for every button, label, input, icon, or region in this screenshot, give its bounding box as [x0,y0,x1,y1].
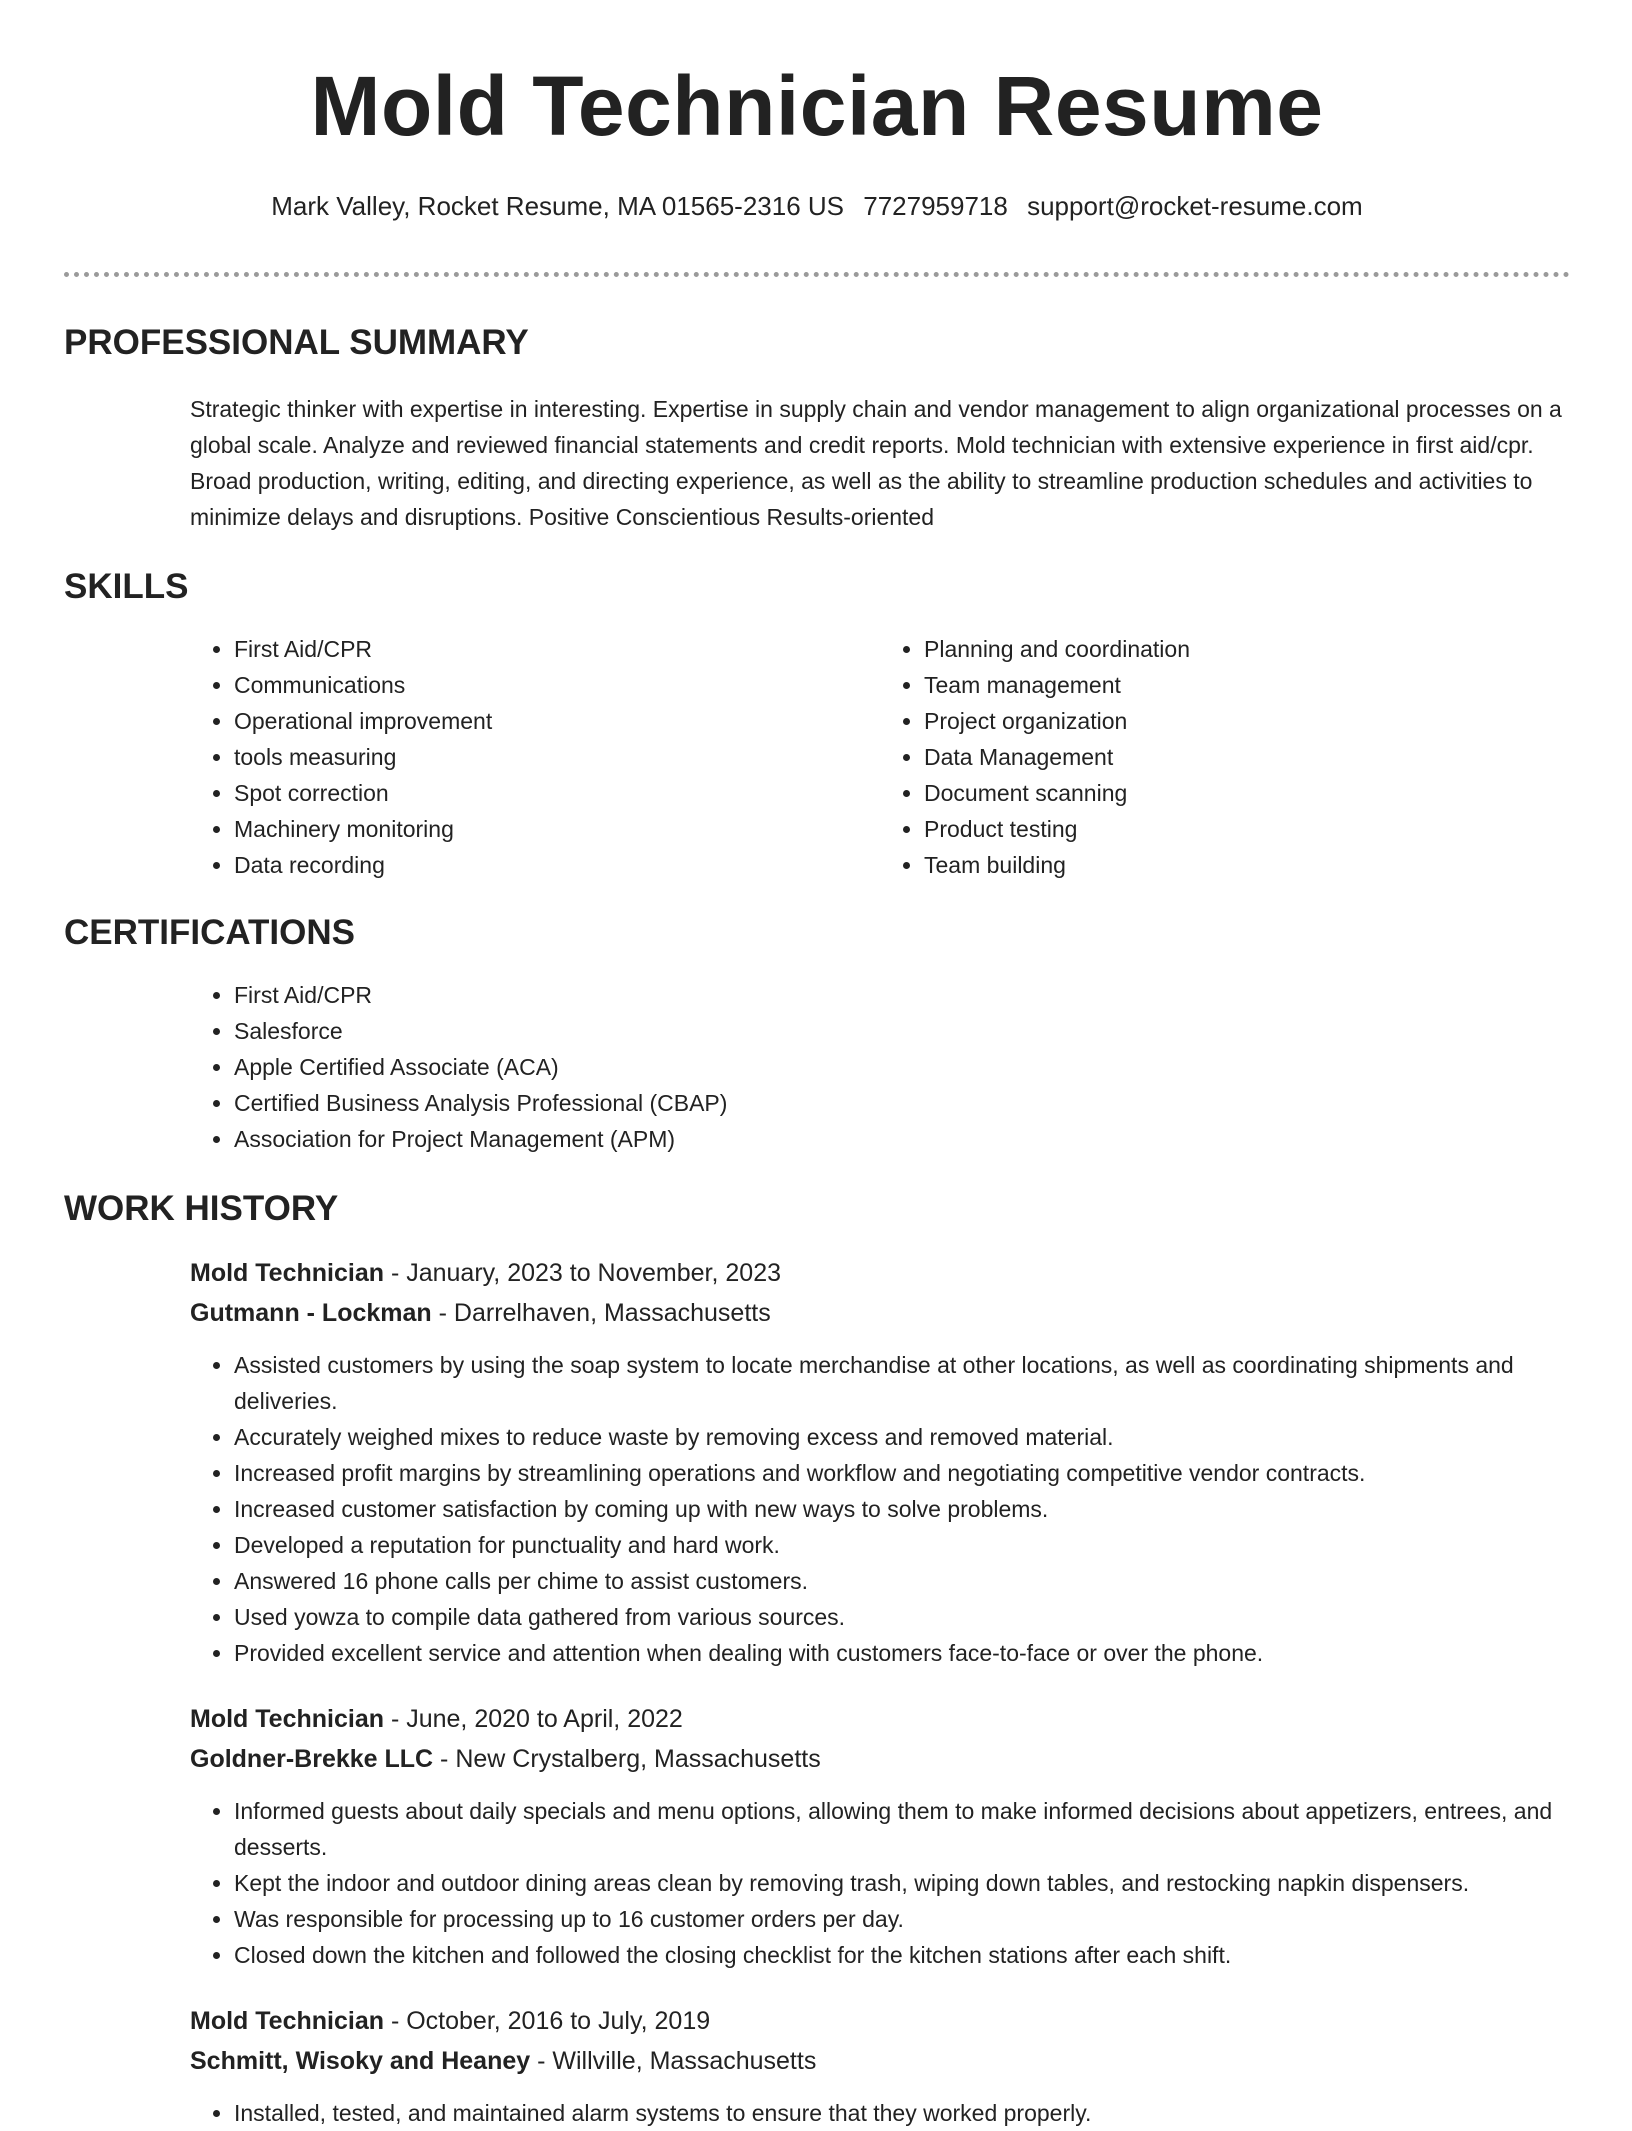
duty-item: • Assisted customers by using the soap system to locate merchandise at other locations, as well as coordinating shipments and deliveries. [234,1347,1570,1419]
contact-address: Mark Valley, Rocket Resume, MA 01565-2316 US [271,191,845,221]
certifications-heading: CERTIFICATIONS [64,913,356,952]
skill-item: • tools measuring [234,739,880,775]
contact-email: support@rocket-resume.com [1027,191,1363,221]
duty-item: • Developed a reputation for punctuality and hard work. [234,1527,1570,1563]
job-location: - Darrelhaven, Massachusetts [431,1299,771,1327]
duty-item: • Accurately weighed mixes to reduce waste by removing excess and removed material. [234,1419,1570,1455]
skill-item: • Planning and coordination [924,631,1570,667]
skill-item: • Spot correction [234,775,880,811]
duty-item: • Was responsible for processing up to 16 customer orders per day. [234,1901,1570,1937]
work-history-heading: WORK HISTORY [64,1189,339,1228]
skill-item: • Operational improvement [234,703,880,739]
job-role: Mold Technician [190,1705,384,1733]
skills-column-right [880,631,1570,883]
certification-item: • Certified Business Analysis Professional (CBAP) [234,1085,1570,1121]
resume-page [64,0,1570,2131]
skill-item: • Product testing [924,811,1570,847]
duty-item: • Answered 16 phone calls per chime to assist customers. [234,1563,1570,1599]
contact-line [64,190,1570,222]
duty-item: • Increased customer satisfaction by coming up with new ways to solve problems. [234,1491,1570,1527]
skill-item: • Data Management [924,739,1570,775]
certification-item: • Apple Certified Associate (ACA) [234,1049,1570,1085]
duty-item: • Closed down the kitchen and followed the closing checklist for the kitchen stations after each shift. [234,1937,1570,1973]
job-role: Mold Technician [190,2007,384,2035]
job-dates: - October, 2016 to July, 2019 [384,2007,711,2035]
job-company-line [190,2041,1570,2081]
job-role: Mold Technician [190,1259,384,1287]
certifications-list [190,977,1570,1157]
job-title-line [190,1699,1570,1739]
header-divider [64,272,1570,277]
job-dates: - January, 2023 to November, 2023 [384,1259,781,1287]
resume-title: Mold Technician Resume [310,59,1324,153]
job-entry-2 [190,1699,1570,1973]
job-location: - New Crystalberg, Massachusetts [433,1745,821,1773]
job-company: Schmitt, Wisoky and Heaney [190,2047,531,2075]
job-title-line [190,2001,1570,2041]
job-company: Goldner-Brekke LLC [190,1745,434,1773]
job-duties [190,1793,1570,1973]
skill-item: • First Aid/CPR [234,631,880,667]
certification-item: • Association for Project Management (APM) [234,1121,1570,1157]
summary-heading: PROFESSIONAL SUMMARY [64,323,529,362]
job-duties [190,1347,1570,1671]
duty-item: • Provided excellent service and attention when dealing with customers face-to-face or over the phone. [234,1635,1570,1671]
job-location: - Willville, Massachusetts [530,2047,817,2075]
certification-item: • First Aid/CPR [234,977,1570,1013]
duty-item: • Kept the indoor and outdoor dining areas clean by removing trash, wiping down tables, and restocking napkin dispensers. [234,1865,1570,1901]
job-title-line [190,1253,1570,1293]
job-company: Gutmann - Lockman [190,1299,432,1327]
skills-grid [190,631,1570,883]
skill-item: • Team building [924,847,1570,883]
duty-item: • Increased profit margins by streamlining operations and workflow and negotiating competitive vendor contracts. [234,1455,1570,1491]
skills-column-left [190,631,880,883]
certification-item: • Salesforce [234,1013,1570,1049]
summary-text: Strategic thinker with expertise in interesting. Expertise in supply chain and vendor management to align organizational processes on a global scale. Analyze and reviewed financial statements and credit reports. Mold technician with extensive experience in first aid/cpr. Broad production, writing, editing, and directing experience, as well as the ability to streamline production schedules and activities to minimize delays and disruptions. Positive Conscientious Results-oriented [190,396,1562,530]
duty-item: • Used yowza to compile data gathered from various sources. [234,1599,1570,1635]
skills-heading: SKILLS [64,567,189,606]
job-dates: - June, 2020 to April, 2022 [384,1705,683,1733]
duty-item: • Installed, tested, and maintained alarm systems to ensure that they worked properly. [234,2095,1570,2131]
job-company-line [190,1739,1570,1779]
duty-item: • Informed guests about daily specials and menu options, allowing them to make informed decisions about appetizers, entrees, and desserts. [234,1793,1570,1865]
skill-item: • Project organization [924,703,1570,739]
skill-item: • Data recording [234,847,880,883]
skill-item: • Team management [924,667,1570,703]
job-duties [190,2095,1570,2131]
job-entry-1 [190,1253,1570,1671]
contact-phone: 7727959718 [863,191,1008,221]
skill-item: • Machinery monitoring [234,811,880,847]
skill-item: • Document scanning [924,775,1570,811]
job-company-line [190,1293,1570,1333]
skill-item: • Communications [234,667,880,703]
